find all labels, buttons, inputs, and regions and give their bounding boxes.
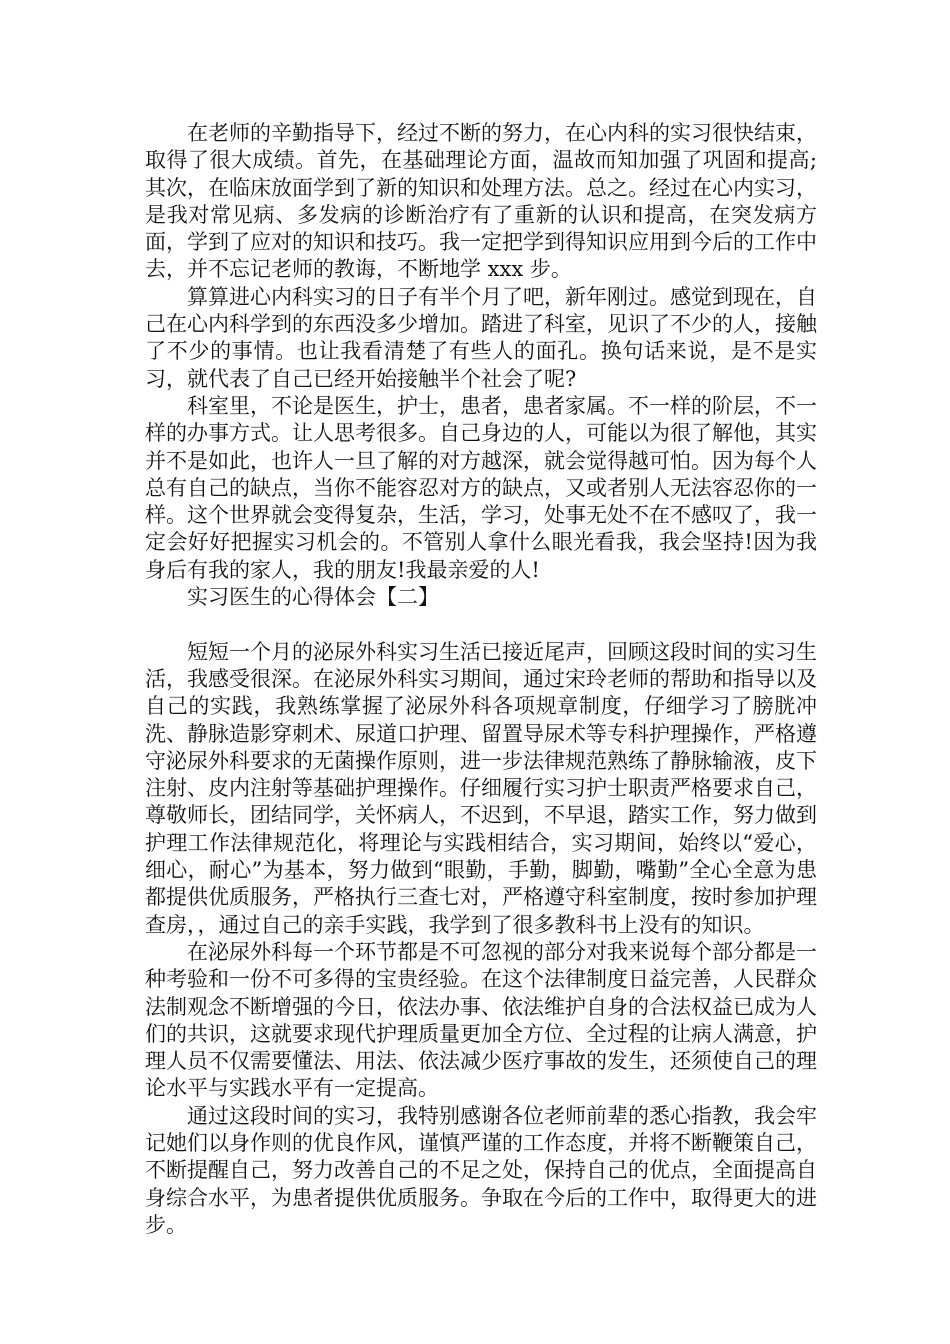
document-page: [145, 120, 817, 1239]
section-title: 实习医生的心得体会【二】: [187, 585, 439, 610]
paragraph-1: 在老师的辛勤指导下，经过不断的努力，在心内科的实习很快结束，取得了很大成绩。首先，在基础理论方面，温故而知加强了巩固和提高;其次，在临床放面学到了新的知识和处理方法。总之。经过在心内实习，是我对常见病、多发病的诊断治疗有了重新的认识和提高，在突发病方面，学到了应对的知识和技巧。我一定把学到得知识应用到今后的工作中去，并不忘记老师的教诲，不断地学 xxx 步。: [145, 121, 817, 282]
paragraph-6: 通过这段时间的实习，我特别感谢各位老师前辈的悉心指教，我会牢记她们以身作则的优良作风，谨慎严谨的工作态度，并将不断鞭策自己，不断提醒自己，努力改善自己的不足之处，保持自己的优点，全面提高自身综合水平，为患者提供优质服务。争取在今后的工作中，取得更大的进步。: [145, 1103, 817, 1237]
paragraph-4: 短短一个月的泌尿外科实习生活已接近尾声，回顾这段时间的实习生活，我感受很深。在泌尿外科实习期间，通过宋玲老师的帮助和指导以及自己的实践，我熟练掌握了泌尿外科各项规章制度，仔细学习了膀胱冲洗、静脉造影穿刺术、尿道口护理、留置导尿术等专科护理操作，严格遵守泌尿外科要求的无菌操作原则，进一步法律规范熟练了静脉输液，皮下注射、皮内注射等基础护理操作。仔细履行实习护士职责严格要求自己，尊敬师长，团结同学，关怀病人，不迟到，不早退，踏实工作，努力做到护理工作法律规范化，将理论与实践相结合，实习期间，始终以“爱心，细心，耐心”为基本，努力做到“眼勤，手勤，脚勤，嘴勤”全心全意为患都提供优质服务，严格执行三查七对，严格遵守科室制度，按时参加护理查房，，通过自己的亲手实践，我学到了很多教科书上没有的知识。: [145, 639, 817, 937]
paragraph-5: 在泌尿外科每一个环节都是不可忽视的部分对我来说每个部分都是一种考验和一份不可多得的宝贵经验。在这个法律制度日益完善，人民群众法制观念不断增强的今日，依法办事、依法维护自身的合法权益已成为人们的共识，这就要求现代护理质量更加全方位、全过程的让病人满意，护理人员不仅需要懂法、用法、依法减少医疗事故的发生，还须使自己的理论水平与实践水平有一定提高。: [145, 939, 817, 1101]
paragraph-2: 算算进心内科实习的日子有半个月了吧，新年刚过。感觉到现在，自己在心内科学到的东西没多少增加。踏进了科室，见识了不少的人，接触了不少的事情。也让我看清楚了有些人的面孔。换句话来说，是不是实习，就代表了自己已经开始接触半个社会了呢?: [145, 284, 817, 391]
blank-line: [145, 611, 817, 638]
paragraph-3: 科室里，不论是医生，护士，患者，患者家属。不一样的阶层，不一样的办事方式。让人思考很多。自己身边的人，可能以为很了解他，其实并不是如此，也许人一旦了解的对方越深，就会觉得越可怕。因为每个人总有自己的缺点，当你不能容忍对方的缺点，又或者别人无法容忍你的一样。这个世界就会变得复杂，生活，学习，处事无处不在不感叹了，我一定会好好把握实习机会的。不管别人拿什么眼光看我，我会坚持!因为我身后有我的家人，我的朋友!我最亲爱的人!: [145, 393, 817, 582]
